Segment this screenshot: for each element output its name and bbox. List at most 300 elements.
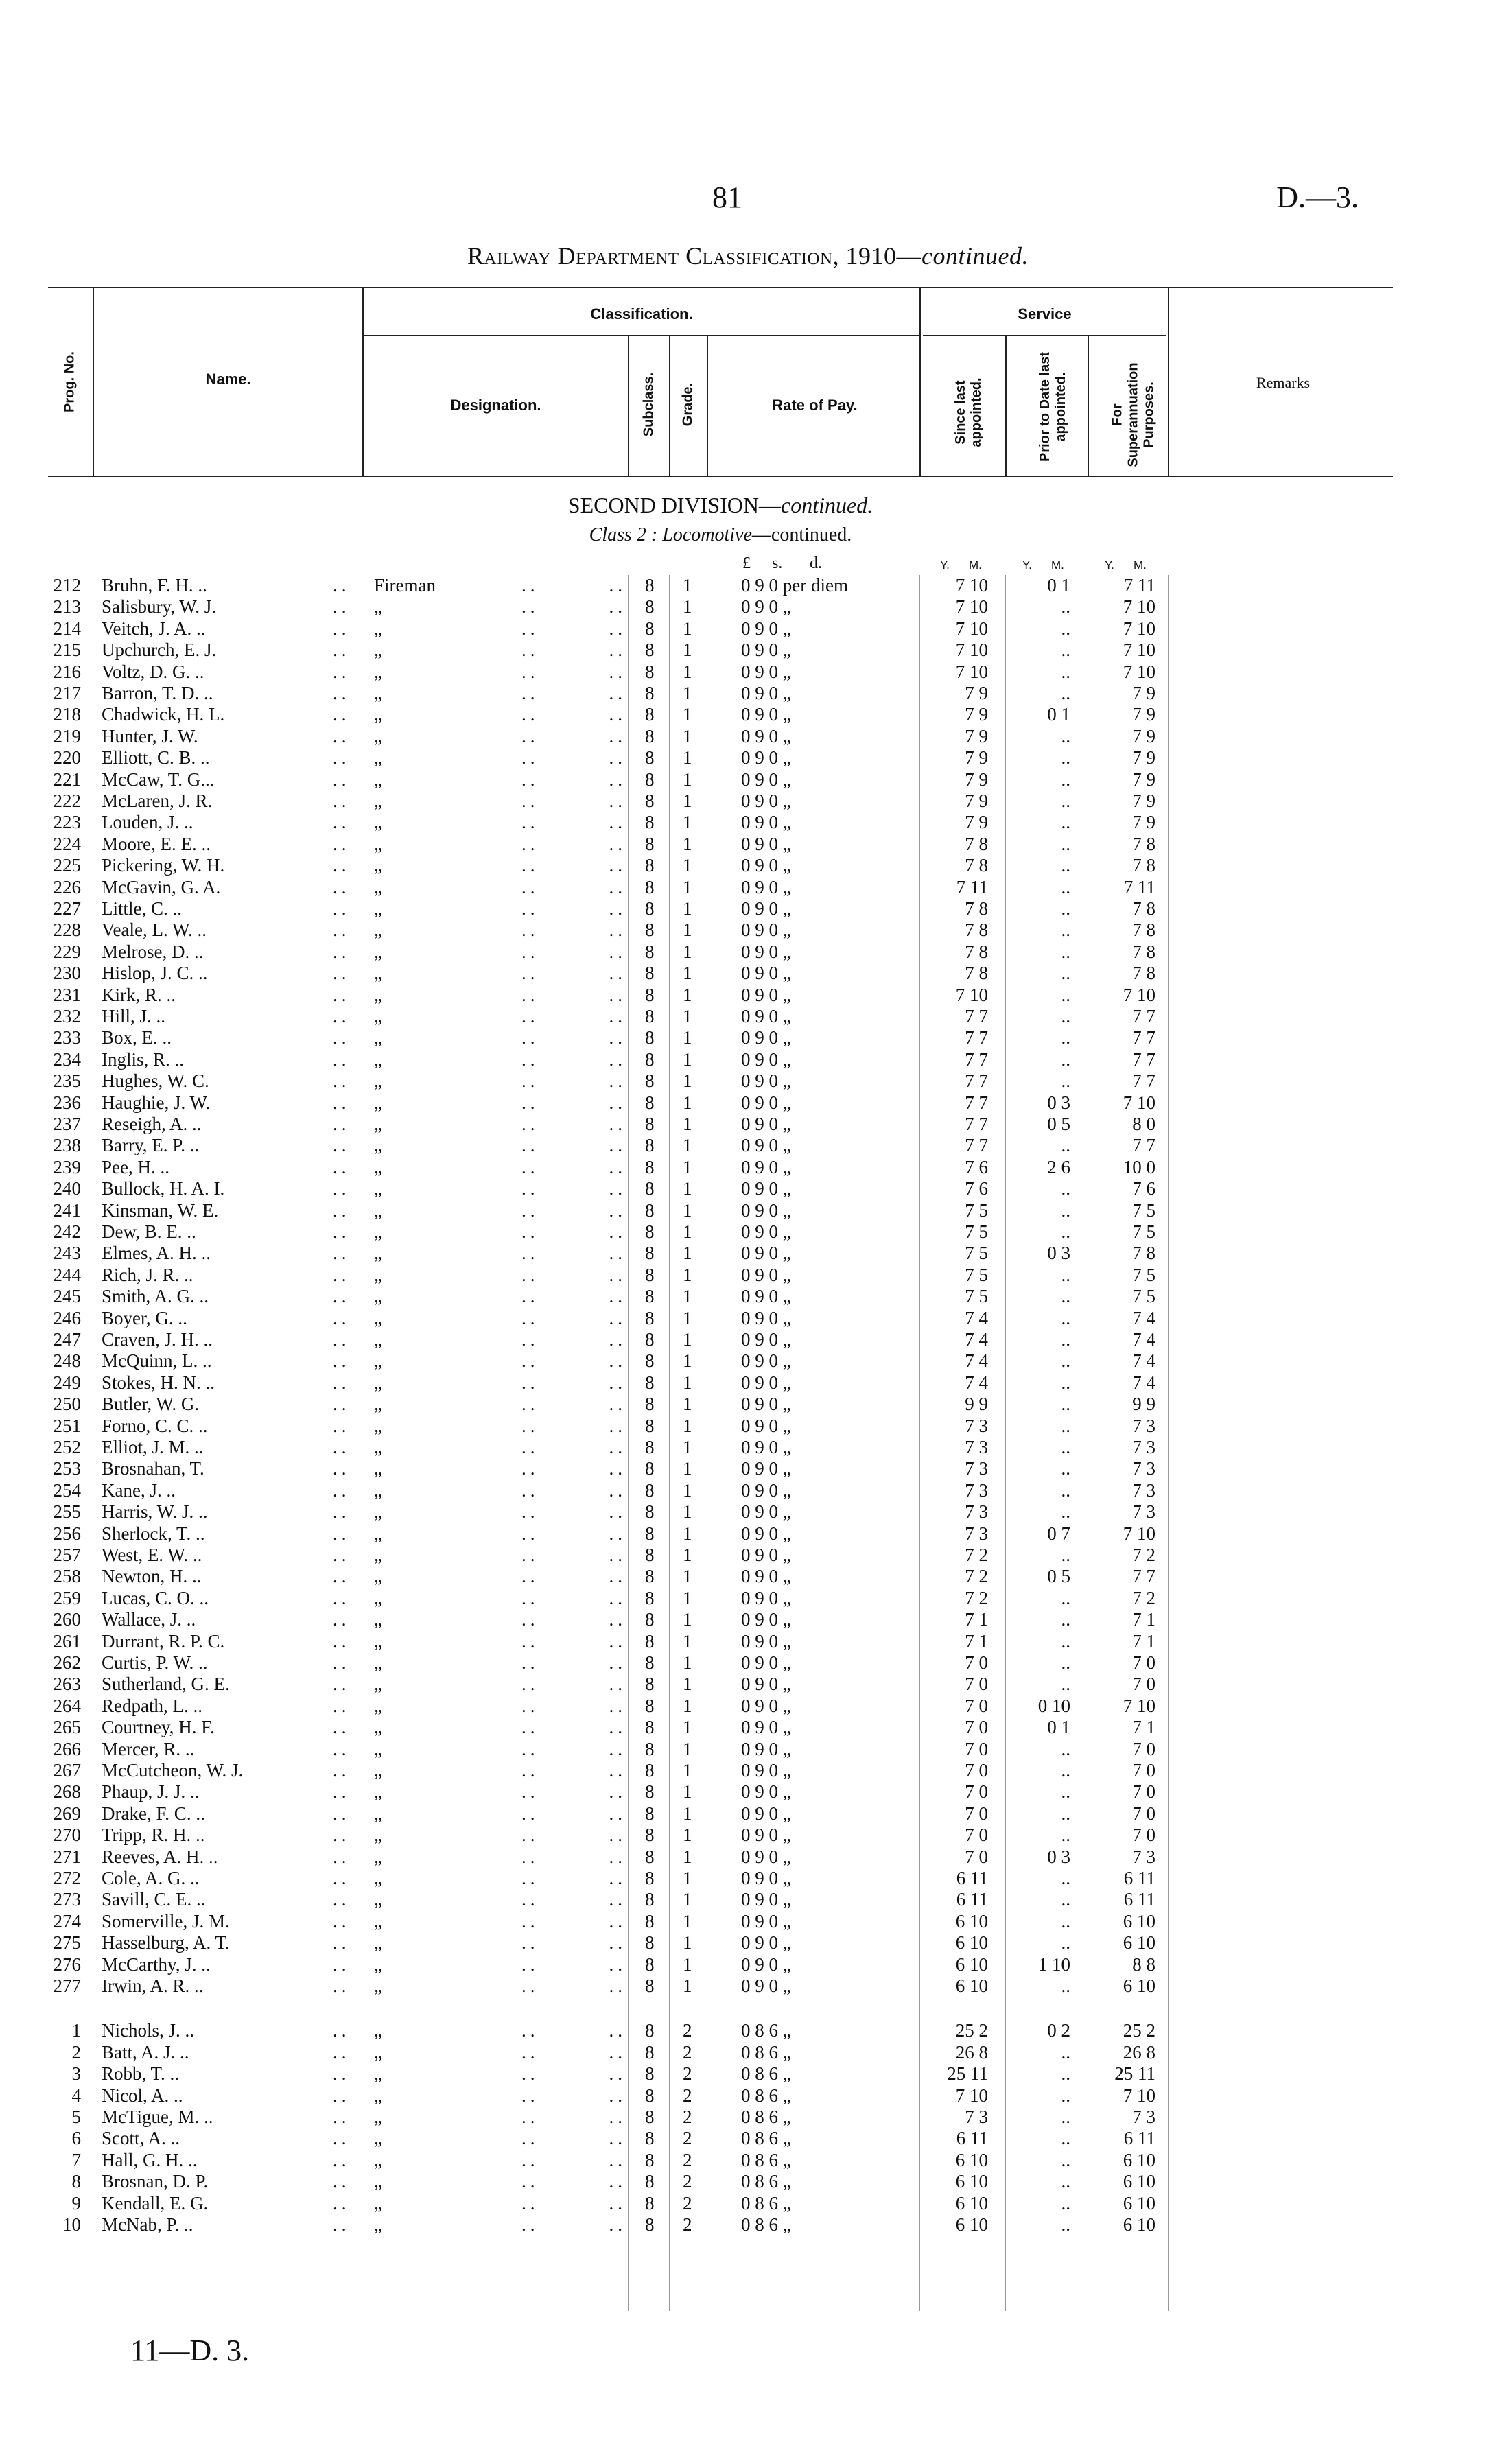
- cell-sub: 8: [645, 1479, 655, 1501]
- cell-super: 7 7: [1132, 1006, 1155, 1026]
- table-row: [0, 640, 1491, 661]
- leader-dots: ..: [333, 1566, 351, 1587]
- cell-prog: 216: [53, 661, 81, 682]
- table-row: [0, 1416, 1491, 1437]
- leader-dots: .. ..: [521, 768, 626, 790]
- cell-sub: 8: [645, 855, 655, 876]
- leader-dots: .. ..: [521, 1048, 626, 1070]
- table-row: [0, 1200, 1491, 1221]
- leader-dots: .. ..: [521, 1178, 626, 1199]
- cell-desig: „: [374, 1092, 382, 1113]
- cell-super: 7 1: [1132, 1717, 1155, 1738]
- cell-rate: 0 9 0 „: [741, 790, 791, 811]
- cell-super: 7 7: [1132, 1566, 1155, 1587]
- cell-prog: 223: [53, 812, 81, 833]
- table-row: [0, 1781, 1491, 1803]
- cell-desig: „: [374, 2149, 382, 2170]
- cell-super: 7 3: [1132, 1458, 1155, 1479]
- leader-dots: .. ..: [521, 704, 626, 725]
- cell-since: 6 10: [955, 1953, 988, 1975]
- cell-sub: 8: [645, 1975, 655, 1996]
- cell-super: 7 10: [1123, 1695, 1155, 1716]
- cell-super: 7 10: [1123, 984, 1155, 1005]
- cell-rate: 0 9 0 „: [741, 855, 791, 876]
- cell-sub: 8: [645, 747, 655, 768]
- cell-since: 7 0: [965, 1824, 988, 1846]
- cell-rate: 0 9 0 „: [741, 1523, 791, 1544]
- cell-grade: 2: [683, 2107, 692, 2127]
- cell-prog: 234: [53, 1048, 81, 1070]
- cell-prog: 5: [71, 2107, 81, 2127]
- cell-desig: „: [374, 1587, 382, 1608]
- cell-super: 7 1: [1132, 1609, 1155, 1630]
- cell-prog: 217: [53, 683, 81, 703]
- cell-prior: ..: [1061, 768, 1070, 790]
- table-row: [0, 1221, 1491, 1243]
- cell-desig: „: [374, 768, 382, 790]
- cell-sub: 8: [645, 2192, 655, 2214]
- cell-desig: „: [374, 1048, 382, 1070]
- cell-prog: 257: [53, 1545, 81, 1565]
- cell-prior: 0 3: [1047, 1243, 1070, 1264]
- leader-dots: .. ..: [521, 1307, 626, 1328]
- cell-desig: „: [374, 747, 382, 768]
- leader-dots: .. ..: [521, 618, 626, 639]
- cell-rate: 0 9 0 „: [741, 618, 791, 639]
- table-row: [0, 2128, 1491, 2149]
- cell-since: 6 11: [956, 2128, 988, 2149]
- cell-sub: 8: [645, 1501, 655, 1523]
- cell-prog: 247: [53, 1329, 81, 1350]
- cell-super: 8 0: [1132, 1114, 1155, 1134]
- cell-grade: 1: [683, 1566, 692, 1587]
- leader-dots: .. ..: [521, 1006, 626, 1026]
- cell-rate: 0 9 0 „: [741, 1717, 791, 1738]
- leader-dots: ..: [333, 898, 351, 919]
- cell-since: 9 9: [965, 1394, 988, 1415]
- cell-since: 7 0: [965, 1781, 988, 1803]
- cell-since: 7 1: [965, 1630, 988, 1652]
- cell-super: 7 9: [1132, 812, 1155, 833]
- cell-prog: 269: [53, 1803, 81, 1824]
- cell-prog: 231: [53, 984, 81, 1005]
- cell-super: 7 10: [1123, 640, 1155, 661]
- cell-name: Redpath, L. ..: [102, 1695, 202, 1716]
- header-prior-to-date: Prior to Date last appointed.: [1037, 351, 1068, 462]
- leader-dots: ..: [333, 812, 351, 833]
- cell-since: 7 9: [965, 812, 988, 833]
- cell-grade: 1: [683, 1350, 692, 1372]
- cell-sub: 8: [645, 1048, 655, 1070]
- cell-since: 6 10: [955, 2214, 988, 2235]
- cell-rate: 0 9 0 „: [741, 1674, 791, 1695]
- cell-grade: 1: [683, 683, 692, 703]
- table-row: [0, 1846, 1491, 1868]
- leader-dots: ..: [333, 1415, 351, 1436]
- cell-name: Brosnan, D. P.: [102, 2171, 209, 2192]
- unit-months-since: M.: [969, 559, 982, 572]
- cell-since: 6 10: [955, 1975, 988, 1996]
- cell-desig: „: [374, 1738, 382, 1759]
- cell-desig: „: [374, 1760, 382, 1781]
- cell-sub: 8: [645, 1264, 655, 1285]
- cell-since: 7 4: [965, 1329, 988, 1350]
- cell-prog: 276: [53, 1953, 81, 1975]
- cell-super: 7 4: [1132, 1307, 1155, 1328]
- table-row: [0, 618, 1491, 640]
- cell-sub: 8: [645, 1609, 655, 1630]
- cell-desig: „: [374, 1630, 382, 1652]
- table-row: [0, 726, 1491, 747]
- cell-prior: ..: [1061, 661, 1070, 682]
- cell-prior: ..: [1061, 2085, 1070, 2106]
- table-row: [0, 941, 1491, 963]
- cell-rate: 0 9 0 „: [741, 683, 791, 703]
- cell-rate: 0 8 6 „: [741, 2192, 791, 2214]
- cell-name: Stokes, H. N. ..: [102, 1372, 215, 1393]
- cell-since: 7 8: [965, 963, 988, 984]
- cell-prog: 249: [53, 1372, 81, 1393]
- cell-prog: 262: [53, 1652, 81, 1673]
- cell-desig: „: [374, 1910, 382, 1932]
- cell-sub: 8: [645, 1868, 655, 1888]
- leader-dots: ..: [333, 1609, 351, 1630]
- cell-since: 7 9: [965, 725, 988, 747]
- cell-grade: 1: [683, 1760, 692, 1781]
- cell-grade: 1: [683, 1394, 692, 1415]
- leader-dots: .. ..: [521, 747, 626, 768]
- cell-grade: 1: [683, 812, 692, 833]
- cell-desig: „: [374, 1437, 382, 1457]
- cell-name: Louden, J. ..: [102, 812, 193, 833]
- cell-grade: 1: [683, 1695, 692, 1716]
- cell-super: 7 11: [1123, 575, 1155, 596]
- cell-rate: 0 9 0 „: [741, 704, 791, 725]
- leader-dots: ..: [333, 1695, 351, 1716]
- cell-rate: 0 9 0 per diem: [741, 575, 848, 596]
- cell-prog: 240: [53, 1178, 81, 1199]
- header-subclass: Subclass.: [641, 372, 657, 437]
- cell-name: Hall, G. H. ..: [102, 2149, 198, 2170]
- cell-grade: 1: [683, 1674, 692, 1695]
- cell-prior: ..: [1061, 1587, 1070, 1608]
- cell-since: 25 2: [955, 2020, 988, 2041]
- cell-prog: 230: [53, 963, 81, 984]
- cell-sub: 8: [645, 1953, 655, 1975]
- cell-since: 7 7: [965, 1135, 988, 1156]
- cell-desig: „: [374, 1953, 382, 1975]
- table-row: [0, 1157, 1491, 1178]
- document-title-continued: continued.: [921, 242, 1029, 270]
- leader-dots: .. ..: [521, 725, 626, 747]
- cell-prior: ..: [1061, 1221, 1070, 1242]
- table-row: [0, 769, 1491, 790]
- cell-prog: 1: [71, 2020, 81, 2041]
- cell-grade: 1: [683, 941, 692, 962]
- table-row: [0, 1114, 1491, 1135]
- cell-super: 7 8: [1132, 898, 1155, 919]
- table-row: [0, 1566, 1491, 1587]
- cell-name: Durrant, R. P. C.: [102, 1630, 225, 1652]
- table-row: [0, 1911, 1491, 1932]
- cell-prog: 256: [53, 1523, 81, 1544]
- cell-name: Dew, B. E. ..: [102, 1221, 196, 1242]
- cell-prog: 261: [53, 1630, 81, 1652]
- cell-grade: 1: [683, 1092, 692, 1113]
- leader-dots: ..: [333, 1156, 351, 1177]
- cell-desig: „: [374, 2063, 382, 2085]
- cell-rate: 0 8 6 „: [741, 2085, 791, 2106]
- cell-since: 7 1: [965, 1609, 988, 1630]
- class-title-prefix: Class 2 :: [589, 524, 663, 545]
- cell-desig: „: [374, 919, 382, 941]
- cell-sub: 8: [645, 1092, 655, 1113]
- unit-shillings: s.: [772, 554, 783, 572]
- cell-grade: 1: [683, 790, 692, 811]
- cell-prior: ..: [1061, 1178, 1070, 1199]
- cell-grade: 1: [683, 768, 692, 790]
- cell-prog: 266: [53, 1738, 81, 1759]
- cell-sub: 8: [645, 1910, 655, 1932]
- cell-name: Melrose, D. ..: [102, 941, 204, 962]
- cell-super: 7 9: [1132, 683, 1155, 703]
- leader-dots: .. ..: [521, 963, 626, 984]
- cell-prog: 263: [53, 1674, 81, 1695]
- cell-rate: 0 9 0 „: [741, 1479, 791, 1501]
- cell-prior: ..: [1061, 1975, 1070, 1996]
- cell-rate: 0 9 0 „: [741, 1695, 791, 1716]
- table-row: [0, 1652, 1491, 1674]
- cell-super: 6 10: [1123, 1910, 1155, 1932]
- cell-desig: „: [374, 1394, 382, 1415]
- cell-prior: ..: [1061, 618, 1070, 639]
- cell-prog: 241: [53, 1199, 81, 1221]
- cell-name: Tripp, R. H. ..: [102, 1824, 205, 1846]
- cell-super: 7 3: [1132, 1415, 1155, 1436]
- table-row: [0, 704, 1491, 725]
- cell-sub: 8: [645, 1221, 655, 1242]
- cell-prior: 0 1: [1047, 575, 1070, 596]
- cell-since: 6 10: [955, 1910, 988, 1932]
- cell-name: Elliott, C. B. ..: [102, 747, 210, 768]
- leader-dots: .. ..: [521, 790, 626, 811]
- leader-dots: .. ..: [521, 833, 626, 854]
- cell-prog: 222: [53, 790, 81, 811]
- cell-super: 6 11: [1123, 1889, 1155, 1910]
- cell-prog: 267: [53, 1760, 81, 1781]
- cell-name: Drake, F. C. ..: [102, 1803, 205, 1824]
- leader-dots: ..: [333, 984, 351, 1005]
- cell-desig: „: [374, 1199, 382, 1221]
- cell-desig: „: [374, 898, 382, 919]
- cell-sub: 8: [645, 898, 655, 919]
- cell-prior: 0 10: [1037, 1695, 1070, 1716]
- cell-super: 7 3: [1132, 1501, 1155, 1523]
- cell-name: Kinsman, W. E.: [102, 1199, 219, 1221]
- cell-sub: 8: [645, 1760, 655, 1781]
- table-row: [0, 919, 1491, 941]
- cell-super: 7 5: [1132, 1264, 1155, 1285]
- cell-rate: 0 9 0 „: [741, 640, 791, 661]
- table-row: [0, 1545, 1491, 1566]
- cell-rate: 0 9 0 „: [741, 833, 791, 854]
- document-title-main: Railway Department Classification, 1910—: [467, 242, 922, 270]
- cell-sub: 8: [645, 1415, 655, 1436]
- leader-dots: .. ..: [521, 1394, 626, 1415]
- cell-prior: ..: [1061, 1674, 1070, 1695]
- leader-dots: .. ..: [521, 1738, 626, 1759]
- cell-grade: 1: [683, 1803, 692, 1824]
- leader-dots: .. ..: [521, 1846, 626, 1867]
- cell-rate: 0 9 0 „: [741, 1135, 791, 1156]
- cell-sub: 8: [645, 876, 655, 897]
- leader-dots: ..: [333, 640, 351, 661]
- cell-sub: 8: [645, 1803, 655, 1824]
- cell-name: Bruhn, F. H. ..: [102, 575, 207, 596]
- leader-dots: ..: [333, 1803, 351, 1824]
- cell-prior: ..: [1061, 898, 1070, 919]
- cell-name: McNab, P. ..: [102, 2214, 193, 2235]
- cell-grade: 2: [683, 2149, 692, 2170]
- table-row: [0, 2042, 1491, 2063]
- cell-super: 7 3: [1132, 2107, 1155, 2127]
- cell-name: Curtis, P. W. ..: [102, 1652, 208, 1673]
- cell-prog: 227: [53, 898, 81, 919]
- cell-grade: 1: [683, 1458, 692, 1479]
- cell-rate: 0 9 0 „: [741, 1372, 791, 1393]
- cell-since: 7 9: [965, 683, 988, 703]
- cell-since: 7 7: [965, 1092, 988, 1113]
- cell-rate: 0 9 0 „: [741, 876, 791, 897]
- leader-dots: .. ..: [521, 1652, 626, 1673]
- cell-desig: „: [374, 1868, 382, 1888]
- cell-super: 7 10: [1123, 618, 1155, 639]
- cell-name: Elliot, J. M. ..: [102, 1437, 204, 1457]
- cell-since: 7 0: [965, 1803, 988, 1824]
- cell-sub: 8: [645, 1717, 655, 1738]
- cell-rate: 0 9 0 „: [741, 1975, 791, 1996]
- table-row: [0, 1049, 1491, 1070]
- cell-sub: 8: [645, 683, 655, 703]
- cell-super: 7 0: [1132, 1781, 1155, 1803]
- cell-rate: 0 9 0 „: [741, 1889, 791, 1910]
- cell-sub: 8: [645, 1889, 655, 1910]
- cell-prog: 273: [53, 1889, 81, 1910]
- cell-prior: 1 10: [1037, 1953, 1070, 1975]
- cell-prog: 229: [53, 941, 81, 962]
- cell-sub: 8: [645, 1437, 655, 1457]
- cell-desig: „: [374, 1846, 382, 1867]
- cell-rate: 0 9 0 „: [741, 984, 791, 1005]
- cell-since: 7 3: [965, 1501, 988, 1523]
- cell-rate: 0 9 0 „: [741, 1243, 791, 1264]
- cell-name: Phaup, J. J. ..: [102, 1781, 200, 1803]
- leader-dots: .. ..: [521, 2041, 626, 2063]
- cell-since: 7 3: [965, 1415, 988, 1436]
- cell-prior: ..: [1061, 1824, 1070, 1846]
- cell-grade: 1: [683, 898, 692, 919]
- unit-pounds: £: [742, 554, 751, 572]
- cell-name: Rich, J. R. ..: [102, 1264, 193, 1285]
- table-row: [0, 2107, 1491, 2128]
- cell-rate: 0 9 0 „: [741, 1048, 791, 1070]
- cell-since: 7 5: [965, 1264, 988, 1285]
- cell-name: Box, E. ..: [102, 1027, 172, 1048]
- leader-dots: .. ..: [521, 1587, 626, 1608]
- cell-grade: 1: [683, 1609, 692, 1630]
- cell-super: 7 4: [1132, 1350, 1155, 1372]
- cell-prog: 264: [53, 1695, 81, 1716]
- cell-desig: „: [374, 725, 382, 747]
- cell-super: 7 9: [1132, 747, 1155, 768]
- class-title-continued: —continued.: [751, 524, 852, 545]
- cell-grade: 2: [683, 2063, 692, 2085]
- leader-dots: .. ..: [521, 2020, 626, 2041]
- cell-prog: 245: [53, 1286, 81, 1307]
- cell-name: Forno, C. C. ..: [102, 1415, 208, 1436]
- cell-prog: 218: [53, 704, 81, 725]
- cell-since: 6 10: [955, 2149, 988, 2170]
- header-grade: Grade.: [680, 382, 696, 427]
- cell-name: Reeves, A. H. ..: [102, 1846, 218, 1867]
- cell-since: 7 0: [965, 1760, 988, 1781]
- cell-desig: „: [374, 2192, 382, 2214]
- unit-pence: d.: [810, 554, 822, 572]
- cell-grade: 1: [683, 855, 692, 876]
- table-row: [0, 1480, 1491, 1501]
- table-row: [0, 2020, 1491, 2041]
- cell-sub: 8: [645, 1006, 655, 1026]
- leader-dots: ..: [333, 2063, 351, 2085]
- cell-since: 7 5: [965, 1199, 988, 1221]
- cell-since: 7 0: [965, 1652, 988, 1673]
- cell-prog: 214: [53, 618, 81, 639]
- cell-prior: ..: [1061, 1264, 1070, 1285]
- cell-name: Cole, A. G. ..: [102, 1868, 200, 1888]
- leader-dots: ..: [333, 2214, 351, 2235]
- leader-dots: ..: [333, 1243, 351, 1264]
- cell-name: McCutcheon, W. J.: [102, 1760, 244, 1781]
- header-superannuation: For Superannuation Purposes.: [1110, 362, 1157, 467]
- cell-prior: ..: [1061, 984, 1070, 1005]
- cell-name: McLaren, J. R.: [102, 790, 213, 811]
- cell-sub: 8: [645, 984, 655, 1005]
- cell-desig: „: [374, 1350, 382, 1372]
- cell-since: 7 4: [965, 1350, 988, 1372]
- cell-prior: ..: [1061, 1501, 1070, 1523]
- cell-super: 7 3: [1132, 1437, 1155, 1457]
- leader-dots: ..: [333, 1479, 351, 1501]
- document-title: [371, 242, 1125, 270]
- leader-dots: ..: [333, 1027, 351, 1048]
- cell-grade: 1: [683, 1048, 692, 1070]
- cell-desig: „: [374, 984, 382, 1005]
- cell-name: Kendall, E. G.: [102, 2192, 209, 2214]
- cell-sub: 8: [645, 1630, 655, 1652]
- leader-dots: ..: [333, 1286, 351, 1307]
- cell-prior: ..: [1061, 2063, 1070, 2085]
- cell-super: 7 7: [1132, 1027, 1155, 1048]
- leader-dots: .. ..: [521, 812, 626, 833]
- leader-dots: .. ..: [521, 1329, 626, 1350]
- table-row: [0, 1588, 1491, 1609]
- cell-name: Sherlock, T. ..: [102, 1523, 205, 1544]
- leader-dots: ..: [333, 1652, 351, 1673]
- header-rate-of-pay: Rate of Pay.: [772, 397, 858, 414]
- table-row: [0, 1458, 1491, 1479]
- table-row: [0, 790, 1491, 812]
- leader-dots: ..: [333, 1394, 351, 1415]
